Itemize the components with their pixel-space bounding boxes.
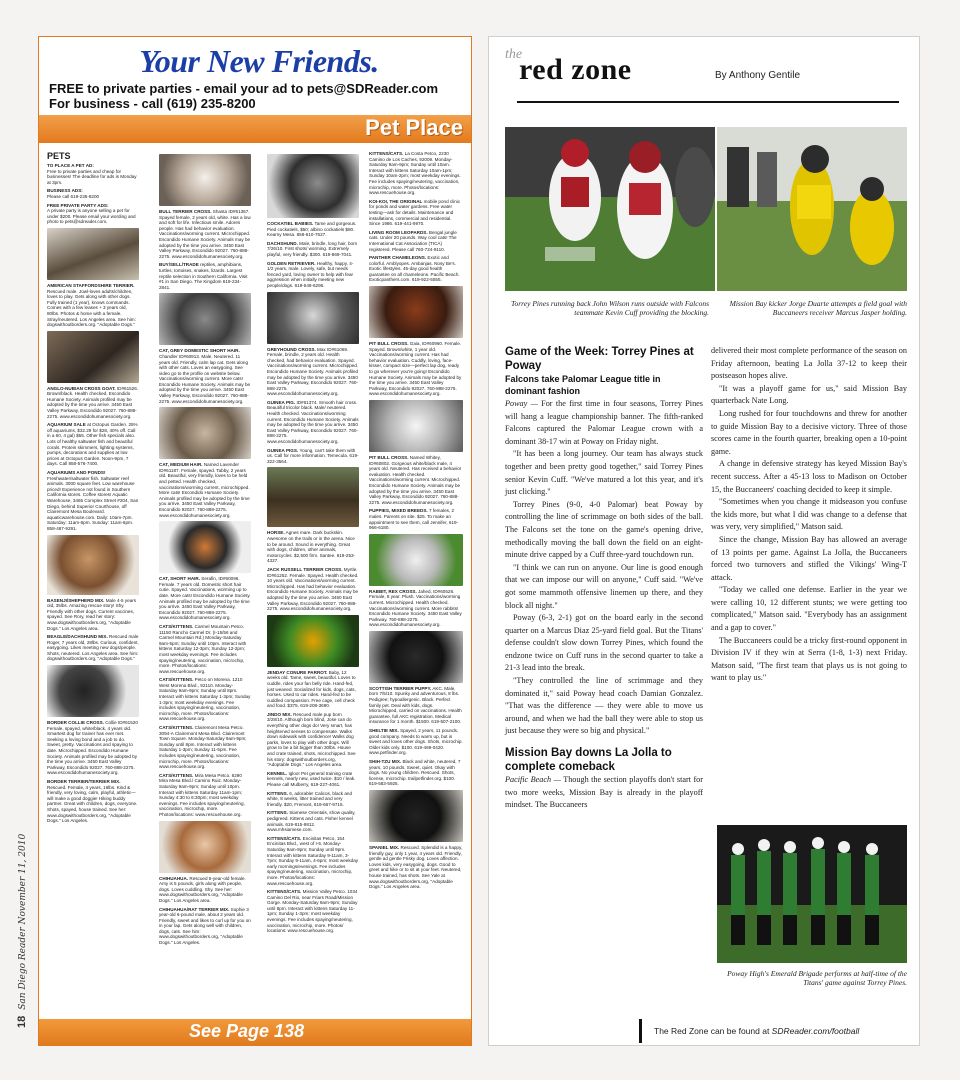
scottish-terrier-photo <box>369 631 463 683</box>
game-of-week-subhead: Falcons take Palomar League title in dominant fashion <box>505 374 661 396</box>
pet-listing <box>47 779 139 824</box>
pet-listing <box>267 221 359 238</box>
parrot-photo <box>267 615 359 667</box>
greyhound-photo <box>267 292 359 344</box>
pet-listing-title: RABBIT, REX CROSS. <box>369 588 417 594</box>
pet-listing-text: at Octopus Garden. 25% off aquariums, $32.29 for $28, 40% off. Call in a 60, 4 gal) $55. Other fish specials also. Lots of healthy saltwater fish and beautiful corals. Protein skimmers, lighting systems, pumps, decorations and supplies at low prices at Octopus Garden. Noon-9pm, 7 days. Call 858-576-7400. <box>47 422 138 467</box>
article-p4: "I think we can run on anyone. Our line is good enough that we can impose our will on anyone," Cuff said. "We've got some mammoth offensive linemen up there, and they block all night." <box>505 562 703 610</box>
pet-listing-title: PIT BULL CROSS. <box>369 455 409 460</box>
pet-listing-title: JINDO MIX. <box>267 711 292 717</box>
business-ads-text: Please call 619-235-8200 <box>47 193 100 199</box>
pet-listing-title: KOI-KOI, THE ORIGINAL <box>369 198 423 204</box>
article-column-1 <box>505 345 703 812</box>
pet-listing-title: CHIHUAHUA. <box>159 875 189 881</box>
article-p5: Poway (6-3, 2-1) got on the board early in the second quarter on a Marcus Diaz 25-yard field goal. But the Titans' defense couldn't slow down Torrey Pines, which found the endzone twice on Cuff runs in the second quarter to take a 21-3 lead into the break. <box>505 613 703 673</box>
photo-marching-band <box>717 825 907 963</box>
pet-listing <box>369 199 463 227</box>
pet-listing <box>159 348 251 404</box>
pet-listing <box>159 907 251 946</box>
pet-listing-text: Jahed, ID#60528. Female, 8 year. Plush. Vaccinations/worming current. Microchipped. Health checked. Vaccinations/worming current. More rabbits! Escondido Humane Society. 3450 East Valley Parkway. 760-888-2275. www.escondidohumanesociety.org. <box>369 588 462 628</box>
mission-bay-headline: Mission Bay downs La Jolla to complete comeback <box>505 747 672 774</box>
pet-listing-text: Healthy, happy, 4-1/2 years, male. Lovely, safe, but needs fenced yard, loving owner to help with fear aggression when initially meeting new people/dogs. 619-549-6296. <box>267 260 354 288</box>
pets-heading: PETS <box>47 151 71 161</box>
pet-listing-text: Serafin, ID#60096. Female. 7 years old. Domestic short hair cutie. Spayed. Vaccinations, worming up to date. More cats! Escondido Humane Society. Animals profiled may be adopted by the time you arrive. 3450 East Valley Parkway, Escondido 92027. 760-888-2275. www.escondidohumanesociety.org. <box>159 576 251 621</box>
staffordshire-terrier-photo <box>47 228 139 280</box>
article-q8: The Buccaneers could be a tricky first-round opponent in Division IV if they win at Serra (1-8, 1-3) next Friday. Matson said, "The first team that plays us is not going to want to play us." <box>711 635 907 683</box>
listing-column-2 <box>159 151 251 1016</box>
white-pit-bull-photo <box>369 400 463 452</box>
pet-listing-text: Named Whitey, ID#60802. Gorgeous white/black male, 4 years old. Neutered. Has received a behavior evaluation. Health checked. Vaccinations/worming current. Microchipped. Escondido Humane Society. Animals may be adopted by the time you arrive. 3450 East Valley Parkway, Escondido 92027. 760-888-2275. www.escondidohumanesociety.org. <box>369 455 462 505</box>
pet-listing-text: Clairemont Mesa Petco. 3094-A Clairemont Mesa Blvd. Clairemont Town Square. Monday-Saturday 9am-9pm; Sunday until 8pm. Interact with kittens Saturday 1-3pm; Sunday 11-5pm. Fee includes spaying/neutering, vaccination, microchip, more. Photos/locations: www.rescuehouse.org. <box>159 725 247 770</box>
article-column-2 <box>711 345 907 685</box>
pet-listing <box>369 455 463 505</box>
article-q6: Since the change, Mission Bay has allowed an average of 13 points per game. Against La Jolla, the Buccaneers forced two turnovers and stifled the Vikings' Wing-T attack. <box>711 534 907 582</box>
pet-listing-text: Siamese Orientals, show quality, pedigreed. Kittens and cats. Fisher kennel animals. 619-815-9812. www.mhsiamese.com. <box>267 810 356 833</box>
byline: By Anthony Gentile <box>715 70 801 81</box>
pet-listing <box>267 889 359 934</box>
classifieds-headline: Your New Friends. <box>139 43 379 79</box>
short-hair-cat-photo <box>159 521 251 573</box>
pet-listing-title: AQUARIUMS AND PONDS! <box>47 470 106 475</box>
pet-listing-text: AKC. Male, born 7/5/10. Spunky and adventurous, 8 lbs. Pedigree; hypoallergenic. Black. Perfect family pet. Deal with kids, dogs. Microchipped, carried on vaccinations. Health guarantee, full AKC registration. Medical insurance for 1 month. $1500. 619-507-2100. <box>369 685 462 725</box>
business-ads-heading: BUSINESS ADS: <box>47 188 83 194</box>
pet-listing-title: KITTENS/CATS. <box>369 151 404 156</box>
pet-listing <box>369 230 463 252</box>
pet-listing-title: PIT BULL CROSS. <box>369 341 409 347</box>
pet-listing <box>159 262 251 290</box>
chihuahua-photo <box>159 821 251 873</box>
pet-listing-text: Male, brindle, long hair, born 7/26/10. First shots/ worming. Extremely playful, very friendly. $300. 619-869-7041. <box>267 240 358 257</box>
border-collie-photo <box>47 665 139 717</box>
pet-listing-title: BORDER COLLIE CROSS. <box>47 720 104 726</box>
pet-listing <box>267 791 359 808</box>
grey-cat-photo <box>159 293 251 345</box>
pet-listing <box>267 400 359 445</box>
pet-listing <box>369 151 463 196</box>
business-ads-line: For business - call (619) 235-8200 <box>49 96 256 111</box>
pet-listing-text: Mission Valley Petco. 1034 Camino Del Rio, near Friars Road/Mission Gorge. Monday-Saturday 9am-9pm; Sunday until 8pm. Interact with kittens Saturday 11-1pm; Sunday 1-3pm; most weekday evenings. Fee includes spaying/neutering, vaccination, microchip, more. Photos/ locations: www.rescuehouse.org. <box>267 889 358 934</box>
pet-listing-text: Baby, 12 weeks old. Tame, sweet, beautiful. Loves to cuddle, rides your fan belly ride. Hand-fed, just weaned. Socialized for kids, dogs, cats, horses. Used to car rides. Hand-fed to be cuddled compassion. Free cage, cell check and food. $375. 619-208-3690. <box>267 669 356 709</box>
private-ads-text: A private party is anyone selling a pet for under $200. Please email your wording and photo to pets@sdreader.com. <box>47 208 136 225</box>
pet-listing-title: COCKATIEL BABIES. <box>267 221 314 226</box>
pet-listing <box>369 589 463 628</box>
pet-listing-text: Spayed, 2 years, 11 pounds, good company. Needs to warm up, but is sweet and loves other dogs. Shots, microchip. Older kids only. $100. 619-469-0420. www.petfinder.org. <box>369 728 463 756</box>
pet-listing-text: Myrtle. ID#61252. Female. Spayed. Health checked. 10 years old. Vaccinations/worming current. Microchipped. Has had behavior evaluation. Escondido Humane Society. Animals may be adopted by the time you arrive. 3450 East Valley Parkway, Escondido 92027. 760-888-2275. www.escondidohumanesociety.org. <box>267 566 359 612</box>
pet-listing-title: CAT, SHORT HAIR. <box>159 576 201 582</box>
pet-listing <box>369 759 463 787</box>
pet-listing <box>159 725 251 770</box>
place-ad-text: Free to private parties and cheap for businesses! The deadline for ads is Monday at 3pm. <box>47 168 137 185</box>
pet-listing-title: KITTENS/CATS. <box>267 889 302 895</box>
pet-listing-title: AQUARIUM SALE <box>47 422 86 428</box>
pet-listing <box>47 598 139 632</box>
pet-listing-text: Mira Mesa Petco. 8290 Mira Mesa Blvd./ Camino Ruiz. Monday-Saturday 9am-9pm; Sunday until 10pm. Interact with kittens Saturday 11am-1pm; Sunday 4:30 to 6:30pm; most weekday evenings. Fee includes spaying/neutering, vaccination, microchip, more. Photos/locations: www.rescuehouse.org. <box>159 772 245 817</box>
pet-listing <box>159 462 251 518</box>
pet-listing-text: Male 4-5 years old, 35lbs. Amazing rescue story! Shy. Friendly with other dogs. Current vaccines, spayed. See Rory, read her story: www.dogswithoutborders.org, "Adoptable Dogs." Los Angeles area. <box>47 597 137 631</box>
article-q5: "Sometimes when you change it midseason you confuse the kids more, but what I did was change to a defense that was very, very simplified," Matson said. <box>711 497 907 532</box>
pet-listing-title: CATS/KITTENS. <box>159 725 194 731</box>
pet-listing-text: Rescued male Roger, 7 years old, 28lbs. Curious, confident, easygoing. Likes meeting new dogs/people. Shots, neutered. Los Angeles area. See him: dogswithoutborders.org, "Adoptable Dogs." <box>47 634 139 662</box>
pet-listing-title: CATS/KITTENS. <box>159 623 194 629</box>
pet-listing-title: DACHSHUND. <box>267 240 298 246</box>
cockatiel-photo <box>267 154 359 218</box>
footer-link[interactable]: SDReader.com/football <box>771 1026 860 1036</box>
pet-listing-text: ID#61526. Brown/black. Health checked. Escondido Humane Society. Animals profiled may be adopted by the time you arrive. 3450 East Valley Parkway, Escondido 92027. 760-888-2275. www.escondidohumanesociety.org. <box>47 385 139 419</box>
pet-listing-text: reptiles, amphibians, turtles, tortoises, snakes, lizards. Largest reptile selection in Southern California. Visit #1 in San Diego. The Kingdom 619-234-2841. <box>159 262 248 290</box>
basenji-photo <box>47 535 139 595</box>
pet-listing <box>267 670 359 709</box>
pet-listing-text: Carmel Mountain Petco. 11150 Rancho Carmel Dr. (I-15/56 and Carmel Mountain Rd.) Monday-Saturday 9am-5pm; Sunday until 10pm. Interact with kittens Saturday 12-3pm; Sunday 12-2pm; most weekday evenings. Fee includes spaying/neutering, vaccination, microchip, more. Photos/locations: www.rescuehouse.org. <box>159 623 247 674</box>
pet-listing <box>267 712 359 768</box>
pet-listing-title: KITTENS/CATS. <box>267 835 302 841</box>
dateline-poway: Poway — <box>505 399 538 408</box>
pet-listing <box>159 677 251 722</box>
pet-listing-text: 6, adorable! Calicos, black and white, 8 weeks, litter trained and very friendly. $20, Fremont, 619-667-9715. <box>267 790 353 807</box>
article-q4: A change in defensive strategy has keyed Mission Bay's recent success. After a 45-13 loss to Madison on October 15, the Buccaneers' coaching decided to keep it simple. <box>711 459 907 494</box>
pet-listing <box>369 686 463 725</box>
pit-bull-photo <box>369 286 463 338</box>
pet-listing <box>369 255 463 283</box>
dateline-pacific-beach: Pacific Beach — <box>505 775 561 785</box>
pet-listing-text: Freshwater/saltwater fish. Saltwater reef animals. 3000 square feet. Low warehouse priced! Experience not found in Southern California stores. Coffee stores! Aquatic Warehouse, 3465 Complex Street #204, San Diego, behind Superior Courthouse, off Clairemont Mesa Boulevard. aquaticwarehouse.com. Daily: 10am-7pm. Saturday: 11am-6pm. Sunday: 11am-6pm. 858-467-9291. <box>47 475 139 531</box>
pet-listing <box>47 470 139 532</box>
pet-listing <box>267 448 359 465</box>
pet-listing-text: mobile pond clinic for ponds and water gardens. Free water testing—ask for details. Maintenance and installations, commercial and residential. Since 1986. 619-441-9970. <box>369 198 461 227</box>
pet-listing-title: KITTENS. <box>267 810 288 816</box>
red-zone-footer <box>639 1019 909 1043</box>
pet-listing-title: KITTENS. <box>267 790 288 796</box>
see-page-banner[interactable] <box>39 1019 471 1045</box>
pet-listing <box>267 261 359 289</box>
pet-listing-text: Rescued male pup born 3/28/10. Although born blind, Jose can do everything other dogs do! Very smart, has heightened senses to compensate. Walks down sidewalk with confidence! Walks dog parks, loves to play with other dogs. Will grow to be a bit bigger than 30lbs. House and crate trained, shots, microchipped. See his story: dogswithoutborders.org, "Adoptable Dogs." Los Angeles area. <box>267 711 356 768</box>
pet-listing <box>47 634 139 662</box>
pet-listing-text: Rescued. Female, 4 years, 16lbs. Kind & friendly, very loving, calm, playful, athletic—will make a good doggie! Hiking buddy partner. Great with children, dogs, everyone. Shots, spayed, house trained. See her: www.dogswithoutborders.org, "Adoptable Dogs." Los Angeles. <box>47 784 138 824</box>
classifieds-page <box>38 36 472 1046</box>
pet-listing-title: SCOTTISH TERRIER PUPPY. <box>369 685 432 691</box>
article-p3: Torrey Pines (9-0, 4-0 Palomar) beat Poway by controlling the line of scrimmage on both sides of the ball. The Falcons set the tone on the game's opening drive, methodically moving the ball down the field on an eight-minute drive capped by a Cuff three-yard touchdown run. <box>505 499 703 560</box>
photo-running-back <box>505 127 715 291</box>
pet-listing-text: Agnes mare. Dark buckskin. Awesome on the trails or in the arena. Nice to be around. Sound in everything. Great with dogs, children, other animals, motorcycles. $2,500 firm. Santee. 619-253-4327. <box>267 530 356 564</box>
red-zone-page <box>488 36 920 1046</box>
pet-listing-title: JACK RUSSELL TERRIER CROSS. <box>267 566 343 572</box>
pet-listing-title: BULL TERRIER CROSS. <box>159 209 212 214</box>
pet-listing-text: Collie ID#61520 Female, spayed, white/black, 4 years old. Smartest dog for trainer has ever met. Seeking a loving bond and a job to do. Sweet, pretty. Vaccinations and spaying to date. Microchipped. Escondido Humane Society. Animals profiled may be adopted by the time you arrive. 3450 East Valley Parkway, Escondido 92027. 760-888-2275. www.escondidohumanesociety.org. <box>47 720 138 776</box>
pet-listing <box>267 810 359 832</box>
pet-listing-title: CATS/KITTENS. <box>159 772 194 778</box>
medium-hair-cat-photo <box>159 407 251 459</box>
band-photo <box>717 825 907 963</box>
column-title: red zone <box>519 53 632 86</box>
pet-listing <box>47 422 139 467</box>
pet-listing <box>47 386 139 420</box>
pet-listing-text: Sophie 3 year-old 6-pound male, about 2 years old. Friendly, sweet and likes to curl up for you on in your lap. Gets along well with children, dogs, cats. See him: www.dogswithoutborders.org, "Adoptable Dogs." Los Angeles. <box>159 906 251 946</box>
article-q3: Long rushed for four touchdowns and threw for another to guide Mission Bay to a decisive victory. Three of those scores came in the fourth quarter, breaking open a 10-point game. <box>711 408 907 456</box>
pet-listing-title: SHELTIE MIX. <box>369 728 399 734</box>
pet-listing-text: Rescued 5-year-old female. Amy is 5 pounds, girls along with people, dogs. Loves cuddling. Shy. See her: www.dogswithoutborders.org, "Adoptable Dogs." Los Angeles area. <box>159 875 246 903</box>
article-p1: For the first time in four seasons, Torrey Pines will hang a league championship banner. The fifth-ranked Falcons captured the Palomar League crown with a dominant 38-17 win at Poway on Friday night. <box>505 399 703 446</box>
pet-listing-title: PANTHER CHAMELEONS. <box>369 255 427 261</box>
pet-listing-title: CATS/KITTENS. <box>159 677 194 683</box>
pet-listing <box>159 576 251 621</box>
pet-listing <box>267 567 359 612</box>
rabbit-photo <box>369 534 463 586</box>
pet-listing-title: AMERICAN STAFFORDSHIRE TERRIER. <box>47 282 135 288</box>
pet-listing-title: BEAGLE/DACHSHUND MIX. <box>47 634 108 640</box>
pet-listing-text: Young, can't take them with us. Call for more information. Temecula. 619-322-3564. <box>267 447 359 464</box>
pet-listing-text: Chandler ID#60913. Male. Neutered. 11 years old. Friendly, calm lap cat. Gets along with other cats. Loves an easygoing. See video go to the profile on website below. Vaccinations/worming current. More cats! Escondido Humane Society. Animals may be adopted by the time you arrive. 3450 East Valley Parkway, Escondido 92027. 760-888-2275. www.escondidohumanesociety.org. <box>159 353 251 404</box>
title-rule <box>517 101 899 103</box>
pet-listing <box>159 773 251 818</box>
pet-listing-title: ANGLO-NUBIAN CROSS GOAT. <box>47 385 116 391</box>
article-p6: "They controlled the line of scrimmage and they dominated it," said Poway head coach Damian Gonzalez. "That was the difference — they were able to move us around, and when we had the ball they were able to stop us just because they were so big and physical." <box>505 676 703 736</box>
listing-column-3 <box>267 151 359 1016</box>
pet-listing <box>159 876 251 904</box>
listing-column-1 <box>47 151 139 1016</box>
pet-listing-title: GUINEA PIG. <box>267 399 296 405</box>
pet-listing-title: PUPPIES, MIXED BREEDS. <box>369 508 428 514</box>
pet-listing-text: La Costa Petco, 2230 Camino de Los Caches, 92009. Monday-Saturday 9am-9pm; Sunday until 10am. Interact with kittens Saturday 10am-1pm; Sunday 10am-2pm; most weekday evenings. Fee includes spaying/neutering, vaccination, microchip, more. Photos/locations: www.rescuehouse.org. <box>369 151 461 196</box>
article-p7: Though the section playoffs don't start for two more weeks, Mission Bay is already in the playoff mindset. The Buccaneers <box>505 775 703 810</box>
pet-listing-title: SPANIEL MIX. <box>369 844 400 850</box>
pet-listing-text: Igloo! Pet general training crate kennels, nearly new, used twice. $10 / leak. Please call Mulberry, 619-227-4061. <box>267 770 356 787</box>
pet-listing <box>267 241 359 258</box>
pet-listing-text: Named Lavender ID#61187. Female, spayed. Tabby, 2 years old. Beautiful, very friendly, loves to be held and petted. Health checked, vaccinations/worming current, microchipped. More cats! Escondido Humane Society. Animals profiled may be adopted by the time you arrive. 3450 East Valley Parkway, Escondido 92027. 760-888-2275. www.escondidohumanesociety.org. <box>159 462 250 518</box>
article-q2: "It was a playoff game for us," said Mission Bay quarterback Nate Long. <box>711 383 907 406</box>
pet-listing <box>267 836 359 886</box>
pet-listing-title: BASENJI/SHEPHERD MIX. <box>47 597 105 603</box>
pet-listing-title: GUINEA PIGS. <box>267 447 299 453</box>
spaniel-photo <box>369 790 463 842</box>
article-p2: "It has been a long journey. Our team has always stuck together and been pretty good together," said Torrey Pines senior Kevin Cuff. "We've matured a lot this year, and it's just clicking." <box>505 449 703 497</box>
article-q7: "Today we called one defense. Earlier in the year we were calling 10, 12 different stunts; we were getting too complicated," Matson said. "Everybody has an assignment and a gap to cover." <box>711 585 907 633</box>
pet-listing-title: CAT, MEDIUM HAIR. <box>159 462 203 468</box>
photo-caption-2: Mission Bay kicker Jorge Duarte attempts a field goal with Buccaneers receiver Marcus Jasper holding. <box>729 299 907 317</box>
football-photo-1 <box>505 127 715 291</box>
pet-listing-text: Black and white, neutered, 7 years, 10 pounds. Sweet, quiet. Okay with dogs. No young children. Rescued. Shots, license, microchip. trailpetfinder.org. $100. 619-583-5925. <box>369 759 461 787</box>
pet-listing <box>267 347 359 397</box>
pet-listing-title: KENNEL. <box>267 770 288 776</box>
pet-listing-text: Encinitas Petco, 154 Encinitas Blvd., west of I-5. Monday-Saturday 9am-9pm; Sunday until 9pm. Interact with kittens Saturday 9-11am, 3-7pm; Sunday 9-11am, 4-6pm; most weekday early mornings/evenings. Fee includes spaying/neutering, vaccination, microchip, more. Photos/locations: www.rescuehouse.org. <box>267 835 359 886</box>
pet-listing-text: Rescued. Splendid is a happy, friendly guy, only 1 year, 4 years old. Friendly, gentle ad gentle Frisky dog. Loves affection. Loves kids, very easygoing, dogs. Good to greet and hike or to sit at your feet. Neutered, house trained, has shots. See Yale at www.dogswithoutborders.org, "Adoptable Dogs." Los Angeles area. <box>369 844 463 890</box>
listing-column-4 <box>369 151 463 1016</box>
free-ads-line: FREE to private parties - email your ad to pets@SDReader.com <box>49 81 439 96</box>
pet-listing-text: Rescued male. Jowl-loves adults/children, loves to play. Gets along with other dogs. Fully trained (1 year), knows commands. Comes with a few leases + 3 years old, 80lbs. Photos & home with a female. Stray/neutered. Los Angeles area. See him: dogswithoutborders.org. "Adoptable Dogs." <box>47 288 136 328</box>
pet-listing-title: JENDAY CONURE PARROT. <box>267 669 328 675</box>
photo-kicker <box>717 127 907 291</box>
pet-listing-title: GREYHOUND CROSS. <box>267 346 316 352</box>
pet-listing-text: Petco on Morena. 1210 West Morena Blvd., 92110. Monday-Saturday 9am-9pm; Sunday until 8pm. Interact with kittens Saturday 1-3pm; Sunday 1-3pm; most weekday evenings. Fee includes spaying/neutering, vaccination, microchip, more. Photos/locations: www.rescuehouse.org. <box>159 677 251 722</box>
pet-listing-text: Bengal jungle cats. Under 20 pounds. Way cool cats! The International Cat Association (TICA) registered. Please call 760-724-9110. <box>369 229 457 252</box>
bull-terrier-photo <box>159 154 251 206</box>
pet-listing <box>267 530 359 564</box>
spine-text: San Diego Reader November 11, 2010 <box>18 833 28 1010</box>
pet-listing <box>369 508 463 530</box>
photo-caption-3: Poway High's Emerald Brigade performs at half-time of the Titans' game against Torrey Pines. <box>727 969 907 987</box>
pet-listing-text: ID#61374. Smooth hair cross. Beautiful tricolor black. Male/ neutered. Health checked. Vaccinations/worming current. Escondido Humane Society. Animals may be adopted by the time you arrive. 3450 East Valley Parkway, Escondido 92027. 760-888-2275. www.escondidohumanesociety.org. <box>267 399 359 445</box>
place-ad-heading: TO PLACE A PET AD: <box>47 163 94 168</box>
pet-listing-title: GOLDEN RETRIEVER. <box>267 260 316 266</box>
page-spine <box>14 590 34 1050</box>
football-photo-2 <box>717 127 907 291</box>
pet-listing <box>159 209 251 259</box>
see-page-label: See Page 138 <box>189 1021 305 1041</box>
pet-listing-title: CHIHUAHUA/RAT TERRIER MIX. <box>159 906 230 912</box>
game-of-week-headline: Game of the Week: Torrey Pines at Poway <box>505 346 694 372</box>
pet-listing-text: Gaia, ID#60960. Female. Spayed. Brown/white, 1 year old. Vaccinations/worming current. Has had behavior evaluation. Cuddly, loving, face-kisser, compact size—perfect lap dog, ready to go wherever you're going! Escondido Humane Society. Animals may be adopted by the time you arrive. 3450 East Valley Parkway, Escondido 92027. 760-888-2275. www.escondidohumanesociety.org. <box>369 341 462 397</box>
pet-listing-title: BORDER TERRIER/TERRIER MIX. <box>47 779 121 784</box>
pet-listing-text: Shasta ID#61367. Spayed female, 2 years old, white. Has a low and soft for life. Infectious smile. Adores people. Has had behavior evaluation. Vaccinations/worming current. Microchipped. Escondido Humane Society. Animals may be adopted by the time you arrive. 3450 East Valley Parkway, Escondido 92027. 760-888-2275. www.escondidohumanesociety.org. <box>159 209 251 259</box>
pet-listing-text: Tame and gorgeous. Pied cockatiels, $50; albino cockatiels $80. Kearny Mesa. 858-610-7627. <box>267 221 357 238</box>
pet-listing-title: SHIH-TZU MIX. <box>369 759 402 764</box>
footer-text: The Red Zone can be found at <box>654 1026 772 1036</box>
pet-listing-title: HORSE. <box>267 530 285 536</box>
column-title-the: the <box>505 47 523 62</box>
photo-caption-1: Torrey Pines running back John Wilson runs outside with Falcons teammate Kevin Cuff providing the blocking. <box>511 299 709 317</box>
pet-listing <box>369 845 463 890</box>
private-ads-heading: FREE PRIVATE PARTY ADS: <box>47 202 109 208</box>
pet-place-banner <box>39 115 471 143</box>
pet-listing-title: LIVING ROOM LEOPARDS. <box>369 229 428 235</box>
pet-listing <box>369 728 463 756</box>
pet-listing-text: 7 females, 2 males. Parents on site. $25. To make an appointment to see them, call Jennifer, 619-966-6180. <box>369 508 459 531</box>
pet-listing-title: BUY/SELL/TRADE <box>159 262 199 268</box>
article-q1: delivered their most complete performance of the season on Friday afternoon, beating La Jolla 37-12 to keep their postseason hopes alive. <box>711 346 907 381</box>
pet-listing <box>369 341 463 397</box>
pet-place-label: Pet Place <box>365 115 463 140</box>
horse-photo <box>267 467 359 527</box>
pet-listing <box>47 720 139 776</box>
page-number: 18 <box>16 1015 28 1028</box>
pet-listing-text: Max ID#61069. Female, brindle, 2 years old. Health checked, had behavior evaluation. Spayed. Vaccinations/worming current. Microchipped. Escondido Humane Society. Animals profiled may be adopted by the time you arrive. 3450 East Valley Parkway, Escondido 92027. 760-888-2275. www.escondidohumanesociety.org. <box>267 346 359 397</box>
pet-listing-text: Exotic and colorful. Amblyopes. Ambanjas. Nosy Be's. Exotic lifestyles. 45-day good health guarantee on all chameleons. Pacific Beach. Exoticpanthers.com. 619-922-5555. <box>369 255 460 283</box>
pet-listing <box>47 283 139 328</box>
pet-listing-title: CAT, GREY DOMESTIC SHORT HAIR. <box>159 348 240 354</box>
pet-listing <box>159 624 251 674</box>
pet-listing <box>267 771 359 788</box>
goat-photo <box>47 331 139 383</box>
